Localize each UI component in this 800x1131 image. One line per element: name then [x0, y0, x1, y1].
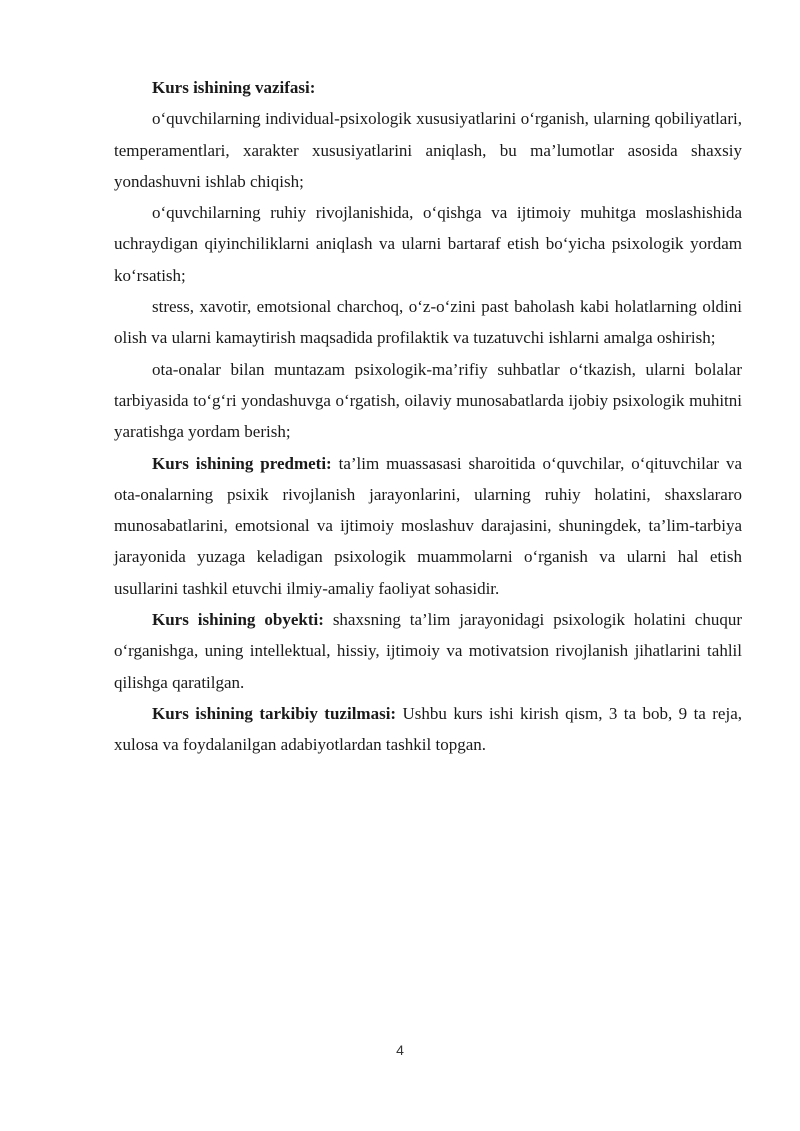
section-heading: Kurs ishining vazifasi: [152, 78, 316, 97]
document-page [114, 72, 742, 761]
subject-label: Kurs ishining predmeti: [152, 453, 332, 473]
structure-label: Kurs ishining tarkibiy tuzilmasi: [152, 703, 397, 723]
object-text: shaxsning ta’lim jarayonidagi psixologik holatini chuqur o‘rganishga, uning intellektual, hissiy, ijtimoiy va motivatsion rivojlanish jihatlarini tahlil qilishga qaratilgan. [114, 610, 742, 692]
subject-text: ta’lim muassasasi sharoitida o‘quvchilar, o‘qituvchilar va ota-onalarning psixik rivojlanish jarayonlarini, ularning ruhiy holatini, shaxslararo munosabatlarini, emotsional va ijtimoiy moslashuv darajasini, shuningdek, ta’lim-tarbiya jarayonida yuzaga keladigan psixologik muammolarni o‘rganish va ularni hal etish usullarini tashkil etuvchi ilmiy-amaliy faoliyat sohasidir. [114, 453, 743, 598]
task-paragraph-4: ota-onalar bilan muntazam psixologik-ma’rifiy suhbatlar o‘tkazish, ularni bolalar tarbiyasida to‘g‘ri yondashuvga o‘rgatish, oilaviy munosabatlarda ijobiy psixologik muhitni yaratishga yordam berish; [114, 359, 742, 442]
task-paragraph-3: stress, xavotir, emotsional charchoq, o‘z-o‘zini past baholash kabi holatlarning oldini olish va ularni kamaytirish maqsadida profilaktik va tuzatuvchi ishlarni amalga oshirish; [114, 297, 742, 348]
object-paragraph [114, 604, 742, 698]
task-paragraph-2: o‘quvchilarning ruhiy rivojlanishida, o‘qishga va ijtimoiy muhitga moslashishida uchraydigan qiyinchiliklarni aniqlash va ularni bartaraf etish bo‘yicha psixologik yordam ko‘rsatish; [114, 203, 742, 285]
page-number: 4 [396, 1042, 404, 1058]
structure-paragraph [114, 698, 742, 761]
task-paragraph-1: o‘quvchilarning individual-psixologik xususiyatlarini o‘rganish, ularning qobiliyatlari, temperamentlari, xarakter xususiyatlarini aniqlash, bu ma’lumotlar asosida shaxsiy yondashuvni ishlab chiqish; [114, 109, 742, 191]
object-label: Kurs ishining obyekti: [152, 610, 324, 630]
structure-text: Ushbu kurs ishi kirish qism, 3 ta bob, 9 ta reja, xulosa va foydalanilgan adabiyotlardan tashkil topgan. [114, 703, 743, 755]
subject-paragraph [114, 448, 742, 604]
